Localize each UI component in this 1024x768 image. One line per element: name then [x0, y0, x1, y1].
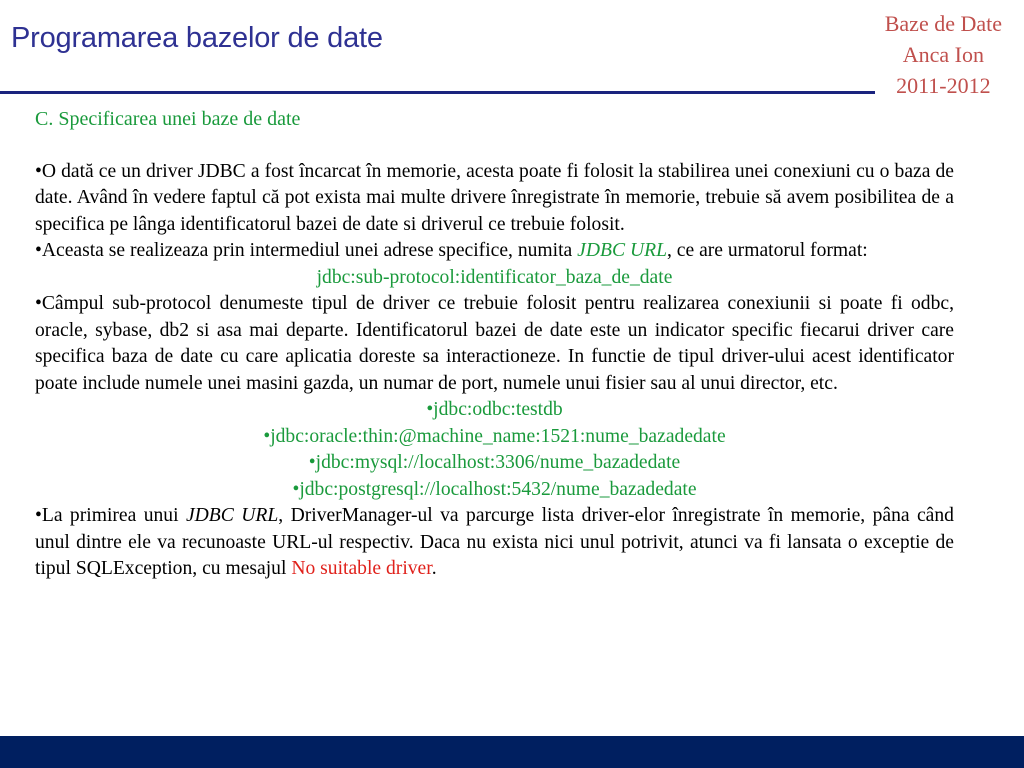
- jdbc-url-term: JDBC URL: [577, 240, 667, 261]
- paragraph-sub-protocol: •Câmpul sub-protocol denumeste tipul de driver ce trebuie folosit pentru realizarea conexiunii si poate fi odbc, oracle, sybase, db2 si asa mai departe. Identificatorul bazei de date este un indicator specific fiecarui driver care specifica baza de date cu care aplicatia doreste sa interactioneze. In functie de tipul driver-ului acest identificator poate include numele unei masini gazda, un numar de port, numele unui fisier sau al unui director, etc.: [35, 293, 954, 394]
- paragraph-driver-loading: •O dată ce un driver JDBC a fost încarcat în memorie, acesta poate fi folosit la stabilirea unei conexiuni cu o baza de date. Având în vedere faptul că pot exista mai multe drivere înregistrate în memorie, trebuie să avem posibilitea de a specifica pe lânga identificatorul bazei de date si driverul ce trebuie folosit.: [35, 160, 954, 235]
- url-examples-list: [35, 397, 954, 503]
- url-example: •jdbc:odbc:testdb: [426, 399, 563, 420]
- paragraph-text: , DriverManager-ul va parcurge lista driver-elor înregistrate în memorie, pâna când unul dintre ele va recunoaste URL-ul respectiv. Daca nu exista nici unul potrivit, atunci va fi lansata o exceptie de tipul SQLException, cu mesajul: [35, 505, 954, 579]
- section-heading: C. Specificarea unei baze de date: [35, 108, 301, 130]
- title-divider: [0, 91, 875, 94]
- paragraph-driver-manager: [35, 503, 954, 583]
- jdbc-url-term: JDBC URL: [185, 505, 279, 526]
- academic-year: 2011-2012: [896, 73, 991, 98]
- paragraph-text: .: [431, 558, 437, 579]
- slide-body: [35, 106, 954, 583]
- footer-bar: [0, 736, 1024, 768]
- paragraph-text: , ce are urmatorul format:: [666, 240, 868, 261]
- url-example: •jdbc:postgresql://localhost:5432/nume_bazadedate: [292, 478, 697, 500]
- course-name: Baze de Date: [884, 11, 1002, 36]
- url-format-line: jdbc:sub-protocol:identificator_baza_de_date: [316, 266, 673, 288]
- slide-title: Programarea bazelor de date: [11, 22, 383, 54]
- author-name: Anca Ion: [902, 42, 984, 67]
- paragraph-text: •La primirea unui: [35, 505, 186, 526]
- url-example: •jdbc:oracle:thin:@machine_name:1521:nume_bazadedate: [263, 425, 726, 447]
- url-example: •jdbc:mysql://localhost:3306/nume_bazadedate: [308, 452, 681, 473]
- course-info: [885, 8, 1002, 101]
- error-message: No suitable driver: [291, 558, 432, 579]
- paragraph-jdbc-url: [35, 238, 954, 265]
- paragraph-text: •Aceasta se realizeaza prin intermediul unei adrese specifice, numita: [35, 240, 578, 261]
